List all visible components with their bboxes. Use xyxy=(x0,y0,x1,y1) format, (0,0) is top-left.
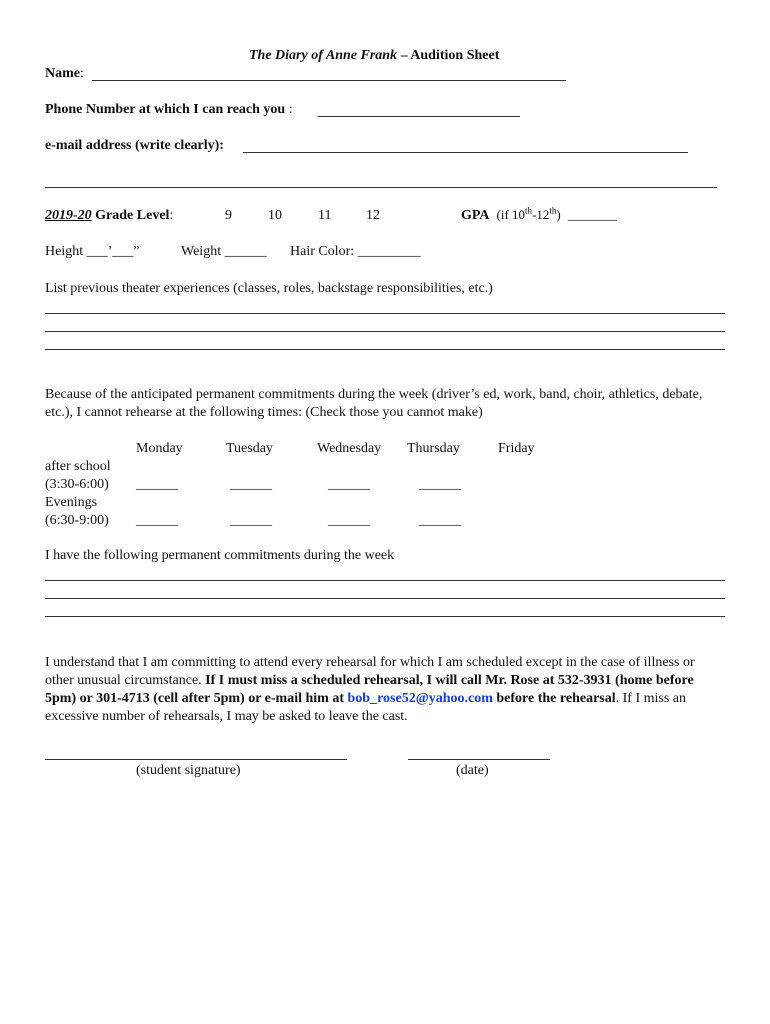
gpa-input-blank[interactable]: _______ xyxy=(567,208,617,223)
agreement-paragraph xyxy=(45,654,725,726)
grade-level-label xyxy=(45,209,173,223)
agreement-text-1: I understand that I am committing to attend every rehearsal for which I am scheduled except in the case of illness or other unusual circumstance. xyxy=(45,655,695,688)
evenings-time: (6:30-9:00) xyxy=(45,513,109,528)
day-header-wednesday: Wednesday xyxy=(317,441,382,456)
day-header-monday: Monday xyxy=(136,441,183,456)
after-school-thursday-blank[interactable]: ______ xyxy=(419,477,461,492)
gpa-cond-open: (if 10 xyxy=(496,207,526,222)
grade-level-text: Grade Level xyxy=(91,208,170,223)
email-label: e-mail address (write clearly): xyxy=(45,138,224,153)
agreement-text-2: . If I miss an excessive number of rehearsals, I may be asked to leave the cast. xyxy=(45,691,687,724)
evenings-wednesday-blank[interactable]: ______ xyxy=(328,513,370,528)
day-header-tuesday: Tuesday xyxy=(226,441,273,456)
grade-option-9[interactable]: 9 xyxy=(225,208,232,223)
theater-line-3[interactable] xyxy=(45,349,725,350)
email-input-line[interactable] xyxy=(243,152,688,153)
grade-level-colon: : xyxy=(169,208,174,223)
commitments-line-3[interactable] xyxy=(45,616,725,617)
evenings-monday-blank[interactable]: ______ xyxy=(136,513,178,528)
day-header-thursday: Thursday xyxy=(407,441,460,456)
gpa-cond-close: ) xyxy=(556,207,561,222)
phone-label-text: Phone Number at which I can reach you xyxy=(45,102,286,117)
student-signature-line[interactable] xyxy=(45,759,347,760)
day-header-friday: Friday xyxy=(498,441,535,456)
agreement-bold-2: before the rehearsal xyxy=(492,691,616,706)
phone-input-line[interactable] xyxy=(318,116,520,117)
after-school-tuesday-blank[interactable]: ______ xyxy=(230,477,272,492)
name-input-line[interactable] xyxy=(92,80,566,81)
commitments-line-2[interactable] xyxy=(45,598,725,599)
after-school-label: after school xyxy=(45,459,111,474)
evenings-thursday-blank[interactable]: ______ xyxy=(419,513,461,528)
evenings-label: Evenings xyxy=(45,495,98,510)
weight-field[interactable]: Weight ______ xyxy=(181,244,267,259)
hair-color-field[interactable]: Hair Color: _________ xyxy=(290,244,421,259)
theater-experience-prompt: List previous theater experiences (classes, roles, backstage responsibilities, etc.) xyxy=(45,281,493,296)
gpa-cond-sup2: th xyxy=(549,205,557,216)
evenings-tuesday-blank[interactable]: ______ xyxy=(230,513,272,528)
email-continuation-line[interactable] xyxy=(45,187,717,188)
student-signature-label: (student signature) xyxy=(136,763,241,778)
date-label: (date) xyxy=(456,763,489,778)
director-email-link[interactable]: bob_rose52@yahoo.com xyxy=(347,691,493,706)
title-play-name: The Diary of Anne Frank xyxy=(249,48,398,63)
theater-line-1[interactable] xyxy=(45,313,725,314)
commitments-line-1[interactable] xyxy=(45,580,725,581)
gpa-cond-dash: -12 xyxy=(532,207,550,222)
name-label xyxy=(45,67,84,81)
phone-label-colon: : xyxy=(285,102,293,117)
page-title xyxy=(249,49,499,63)
height-field[interactable]: Height ___’___” xyxy=(45,244,140,259)
title-rest: – Audition Sheet xyxy=(397,48,500,63)
grade-option-11[interactable]: 11 xyxy=(318,208,332,223)
after-school-monday-blank[interactable]: ______ xyxy=(136,477,178,492)
date-line[interactable] xyxy=(408,759,550,760)
phone-label xyxy=(45,103,293,117)
grade-option-10[interactable]: 10 xyxy=(268,208,282,223)
gpa-cond-sup1: th xyxy=(525,205,533,216)
commitments-intro: Because of the anticipated permanent commitments during the week (driver’s ed, work, band, choir, athletics, debate, etc.), I cannot rehearse at the following times: (Check those you cannot make) xyxy=(45,387,703,420)
gpa-label-text: GPA xyxy=(461,208,490,223)
permanent-commitments-prompt: I have the following permanent commitments during the week xyxy=(45,548,395,563)
after-school-wednesday-blank[interactable]: ______ xyxy=(328,477,370,492)
agreement-bold-1: If I must miss a scheduled rehearsal, I will call Mr. Rose at 532-3931 (home before 5pm) or 301-4713 (cell after 5pm) or e-mail him at xyxy=(45,673,694,706)
gpa-label xyxy=(461,205,617,223)
gpa-condition xyxy=(497,207,561,222)
after-school-time: (3:30-6:00) xyxy=(45,477,109,492)
theater-line-2[interactable] xyxy=(45,331,725,332)
grade-option-12[interactable]: 12 xyxy=(366,208,380,223)
name-label-colon: : xyxy=(80,66,84,81)
name-label-text: Name xyxy=(45,66,80,81)
school-year: 2019-20 xyxy=(45,208,92,223)
